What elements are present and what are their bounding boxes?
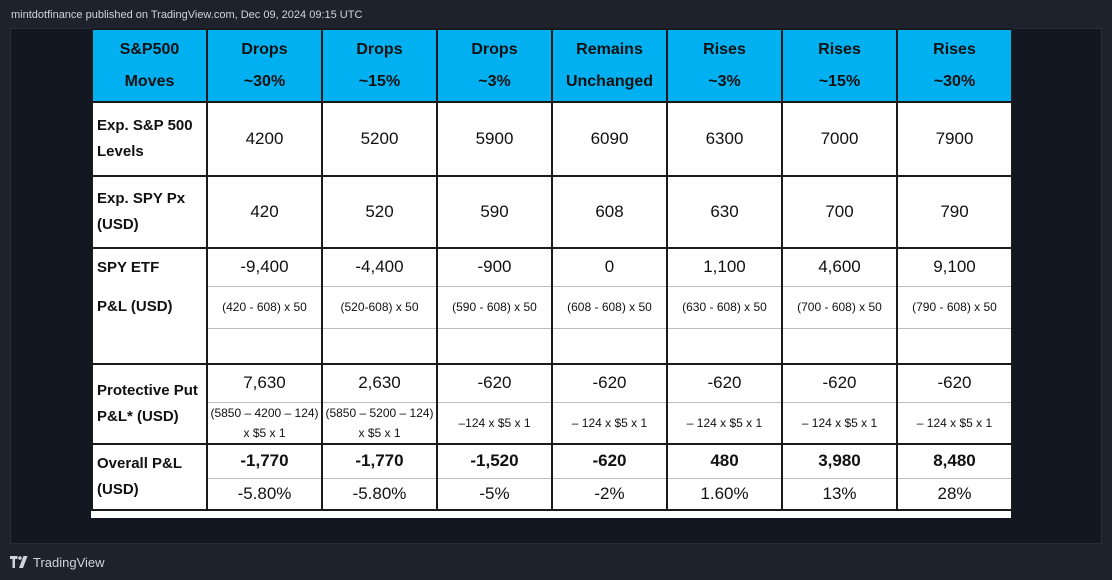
table-cell: -1,770 — [207, 444, 322, 478]
table-cell: (700 - 608) x 50 — [782, 286, 897, 328]
table-cell: -4,400 — [322, 248, 437, 286]
table-cell: 590 — [437, 176, 552, 248]
spy-pl-row — [92, 248, 1012, 286]
header-col — [322, 29, 437, 102]
header-col — [552, 29, 667, 102]
table-cell: –124 x $5 x 1 — [437, 402, 552, 444]
blank-row — [92, 328, 1012, 364]
header-col-line1: Drops — [471, 40, 518, 58]
table-cell: 4,600 — [782, 248, 897, 286]
table-cell: -5.80% — [207, 478, 322, 510]
table-cell: 608 — [552, 176, 667, 248]
header-col-line2: ~3% — [478, 72, 511, 90]
header-col-line2: Unchanged — [565, 72, 654, 90]
table-cell: 1.60% — [667, 478, 782, 510]
table-cell: – 124 x $5 x 1 — [667, 402, 782, 444]
sp-levels-label: Exp. S&P 500 Levels — [92, 102, 207, 176]
table-cell: -5% — [437, 478, 552, 510]
put-pl-label: Protective Put P&L* (USD) — [92, 364, 207, 444]
table-cell: 6090 — [552, 102, 667, 176]
spy-px-row — [92, 176, 1012, 248]
header-col — [207, 29, 322, 102]
header-col-line1: Rises — [818, 40, 861, 58]
table-cell-empty — [667, 328, 782, 364]
table-cell: 520 — [322, 176, 437, 248]
header-col-line1: Drops — [356, 40, 403, 58]
put-calc-row — [92, 402, 1012, 444]
sp-levels-row — [92, 102, 1012, 176]
table-cell: (590 - 608) x 50 — [437, 286, 552, 328]
table-cell: -900 — [437, 248, 552, 286]
header-corner-line1: S&P500 — [119, 40, 180, 58]
header-col — [667, 29, 782, 102]
table-cell: 5900 — [437, 102, 552, 176]
table-cell: 7000 — [782, 102, 897, 176]
table-cell: 5200 — [322, 102, 437, 176]
spy-pl-label: P&L (USD) — [92, 286, 207, 328]
table-cell: 700 — [782, 176, 897, 248]
footer-branding[interactable] — [10, 552, 105, 572]
publish-info: mintdotfinance published on TradingView.com, Dec 09, 2024 09:15 UTC — [11, 9, 363, 21]
header-col-line1: Rises — [703, 40, 746, 58]
header-col-line1: Rises — [933, 40, 976, 58]
header-col-line2: ~3% — [708, 72, 741, 90]
header-col-line2: ~15% — [358, 72, 401, 90]
table-cell: -620 — [437, 364, 552, 402]
header-col — [782, 29, 897, 102]
table-cell: – 124 x $5 x 1 — [552, 402, 667, 444]
table-cell: (520-608) x 50 — [322, 286, 437, 328]
table-cell: 7,630 — [207, 364, 322, 402]
table-cell: 7900 — [897, 102, 1012, 176]
overall-pl-label: Overall P&L (USD) — [92, 444, 207, 510]
table-cell: 8,480 — [897, 444, 1012, 478]
table-cell-empty — [207, 328, 322, 364]
header-row — [92, 29, 1012, 102]
table-cell: 630 — [667, 176, 782, 248]
table-cell: (5850 – 5200 – 124) x $5 x 1 — [322, 402, 437, 444]
overall-pct-row — [92, 478, 1012, 510]
spy-px-label: Exp. SPY Px (USD) — [92, 176, 207, 248]
table-cell: -5.80% — [322, 478, 437, 510]
header-corner-line2: Moves — [124, 72, 175, 90]
table-cell: 13% — [782, 478, 897, 510]
table-cell: (790 - 608) x 50 — [897, 286, 1012, 328]
table-cell-empty — [552, 328, 667, 364]
table-cell: -1,520 — [437, 444, 552, 478]
table-cell: – 124 x $5 x 1 — [782, 402, 897, 444]
table-cell-empty — [437, 328, 552, 364]
table-cell: -620 — [667, 364, 782, 402]
table-cell: 0 — [552, 248, 667, 286]
table-cell: 790 — [897, 176, 1012, 248]
table-cell: 3,980 — [782, 444, 897, 478]
table-cell: -620 — [552, 364, 667, 402]
put-pl-row — [92, 364, 1012, 402]
scenario-table — [91, 28, 1013, 511]
header-col — [437, 29, 552, 102]
brand-name: TradingView — [33, 554, 105, 570]
table-cell-empty — [322, 328, 437, 364]
table-cell: -9,400 — [207, 248, 322, 286]
header-col-line1: Remains — [576, 40, 643, 58]
header-col-line1: Drops — [241, 40, 288, 58]
table-cell: 28% — [897, 478, 1012, 510]
header-corner — [92, 29, 207, 102]
table-cell: (608 - 608) x 50 — [552, 286, 667, 328]
table-cell: 9,100 — [897, 248, 1012, 286]
table-cell: 420 — [207, 176, 322, 248]
header-col-line2: ~30% — [933, 72, 976, 90]
header-col-line2: ~30% — [243, 72, 286, 90]
table-cell: 6300 — [667, 102, 782, 176]
table-cell: 480 — [667, 444, 782, 478]
scenario-table-image — [91, 28, 1011, 518]
table-cell: 2,630 — [322, 364, 437, 402]
table-cell: 4200 — [207, 102, 322, 176]
table-cell: -620 — [552, 444, 667, 478]
table-cell: 1,100 — [667, 248, 782, 286]
table-cell: -1,770 — [322, 444, 437, 478]
table-cell-empty — [897, 328, 1012, 364]
table-cell-empty — [782, 328, 897, 364]
table-cell: -620 — [897, 364, 1012, 402]
spy-etf-label: SPY ETF — [92, 248, 207, 286]
table-cell-empty — [92, 328, 207, 364]
table-cell: (630 - 608) x 50 — [667, 286, 782, 328]
tradingview-logo-icon — [10, 556, 28, 568]
table-cell: -620 — [782, 364, 897, 402]
header-col-line2: ~15% — [818, 72, 861, 90]
table-cell: – 124 x $5 x 1 — [897, 402, 1012, 444]
table-cell: -2% — [552, 478, 667, 510]
header-col — [897, 29, 1012, 102]
table-cell: (5850 – 4200 – 124) x $5 x 1 — [207, 402, 322, 444]
table-cell: (420 - 608) x 50 — [207, 286, 322, 328]
spy-pl-calc-row — [92, 286, 1012, 328]
overall-pl-row — [92, 444, 1012, 478]
